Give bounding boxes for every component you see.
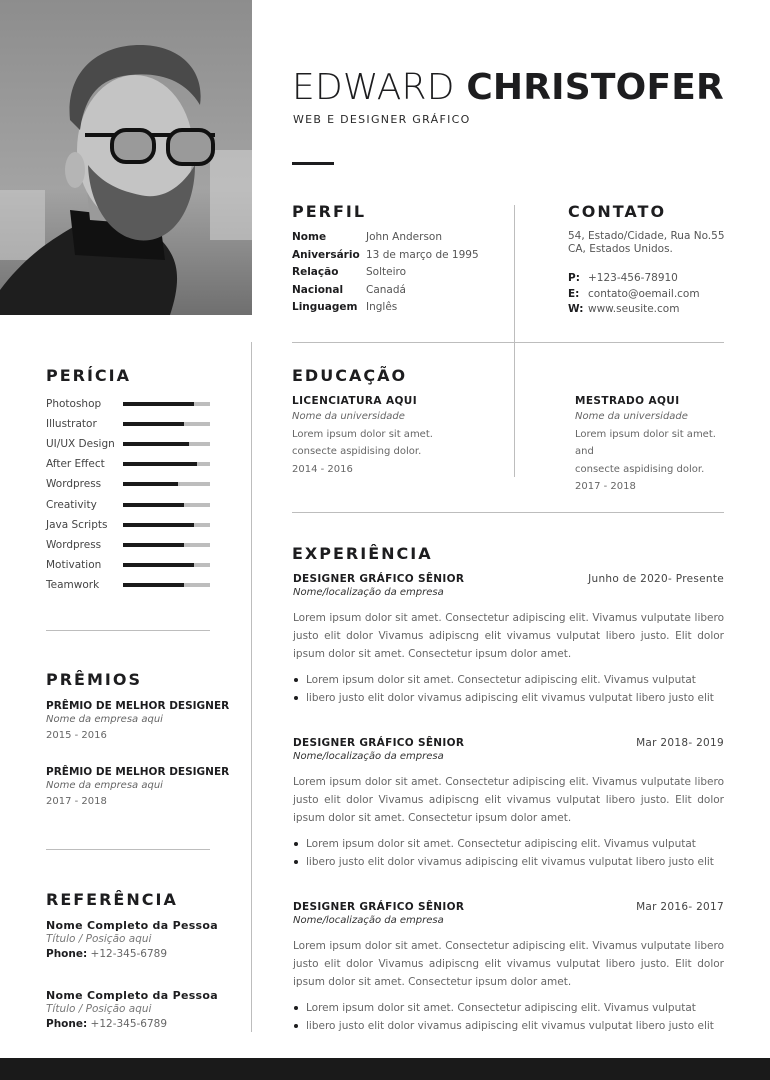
education-years: 2017 - 2018 [575, 481, 636, 493]
education-divider [292, 512, 724, 513]
skill-bar [123, 482, 210, 486]
experience-item [293, 901, 724, 1035]
job-description: Lorem ipsum dolor sit amet. Consectetur adipiscing elit. Vivamus vulputate libero justo elit dolor Vivamus adipiscng elit vivamus vulputat libero justo. Elit dolor ipsum dolor sit amet. Consectetur ipsum dolor amet. [293, 940, 724, 988]
education-desc-1: Lorem ipsum dolor sit amet. [292, 428, 433, 440]
job-header [293, 737, 724, 749]
email-link[interactable]: contato@oemail.com [588, 287, 700, 300]
job-title: DESIGNER GRÁFICO SÊNIOR [293, 737, 465, 749]
job-description: Lorem ipsum dolor sit amet. Consectetur adipiscing elit. Vivamus vulputate libero justo elit dolor Vivamus adipiscng elit vivamus vulputat libero justo. Elit dolor ipsum dolor sit amet. Consectetur ipsum dolor amet. [293, 612, 724, 660]
skill-bar [123, 523, 210, 527]
job-bullets [293, 835, 724, 871]
job-title: DESIGNER GRÁFICO SÊNIOR [293, 901, 465, 913]
reference-phone [46, 1017, 218, 1032]
profile-key: Aniversário [292, 248, 360, 261]
profile-value: Inglês [366, 301, 398, 314]
skills-list [46, 394, 216, 595]
award-title: PRÊMIO DE MELHOR DESIGNER [46, 766, 230, 778]
education-item [575, 395, 735, 496]
skill-item [46, 555, 216, 575]
skill-bar-fill [123, 482, 178, 486]
profile-row [292, 264, 479, 282]
profile-key: Nome [292, 231, 327, 243]
education-years: 2014 - 2016 [292, 463, 353, 475]
skill-bar [123, 503, 210, 507]
reference-name: Nome Completo da Pessoa [46, 989, 218, 1002]
award-item [46, 700, 229, 744]
profile-divider [292, 342, 724, 343]
profile-value: Canadá [366, 283, 406, 296]
experience-item [293, 573, 724, 707]
education-degree: MESTRADO AQUI [575, 395, 680, 407]
job-bullet: libero justo elit dolor vivamus adipiscing elit vivamus vulputat libero justo elit [293, 689, 724, 707]
awards-heading: PRÊMIOS [46, 670, 142, 689]
job-bullet: Lorem ipsum dolor sit amet. Consectetur adipiscing elit. Vivamus vulputat [293, 671, 724, 689]
education-item [292, 395, 502, 478]
skill-item [46, 394, 216, 414]
skill-name: Photoshop [46, 398, 102, 411]
sidebar-divider [251, 342, 252, 1032]
reference-title: Título / Posição aqui [46, 1003, 152, 1015]
contact-phone [568, 271, 700, 287]
phone-label: Phone: [46, 948, 88, 960]
awards-divider [46, 849, 210, 850]
reference-item [46, 989, 218, 1032]
references-heading: REFERÊNCIA [46, 890, 178, 909]
job-bullet: libero justo elit dolor vivamus adipiscing elit vivamus vulputat libero justo elit [293, 853, 724, 871]
profile-key: Linguagem [292, 301, 358, 314]
job-bullets [293, 671, 724, 707]
reference-name: Nome Completo da Pessoa [46, 919, 218, 932]
award-title: PRÊMIO DE MELHOR DESIGNER [46, 700, 230, 712]
profile-heading: PERFIL [292, 202, 367, 221]
job-date: Junho de 2020- Presente [588, 573, 724, 585]
job-title: DESIGNER GRÁFICO SÊNIOR [293, 573, 465, 585]
skill-name: After Effect [46, 458, 105, 471]
skill-bar [123, 543, 210, 547]
skill-name: Java Scripts [46, 518, 108, 531]
skill-bar [123, 422, 210, 426]
job-description: Lorem ipsum dolor sit amet. Consectetur adipiscing elit. Vivamus vulputate libero justo elit dolor Vivamus adipiscng elit vivamus vulputat libero justo. Elit dolor ipsum dolor sit amet. Consectetur ipsum dolor amet. [293, 776, 724, 824]
skill-item [46, 434, 216, 454]
skill-bar-fill [123, 442, 189, 446]
job-date: Mar 2018- 2019 [636, 737, 724, 749]
award-company: Nome da empresa aqui [46, 714, 163, 725]
skill-bar-fill [123, 543, 184, 547]
skill-name: Wordpress [46, 478, 102, 491]
phone-label: Phone: [46, 1018, 88, 1030]
skill-item [46, 535, 216, 555]
phone-value: +12-345-6789 [90, 1018, 168, 1030]
phone-label: P: [568, 272, 580, 284]
profile-key: Relação [292, 266, 339, 279]
contact-address [568, 230, 738, 256]
skill-name: Teamwork [46, 578, 100, 591]
last-name: CHRISTOFER [466, 67, 724, 108]
profile-row [292, 299, 479, 317]
skill-item [46, 454, 216, 474]
profile-value: Solteiro [366, 266, 407, 279]
skill-name: Creativity [46, 498, 97, 511]
skill-item [46, 494, 216, 514]
center-divider [514, 205, 515, 477]
award-item [46, 766, 229, 810]
profile-row [292, 282, 479, 300]
address-line-1: 54, Estado/Cidade, Rua No.55 [568, 230, 725, 242]
contact-details [568, 271, 700, 318]
skill-bar-fill [123, 462, 197, 466]
email-label: E: [568, 287, 580, 300]
skills-divider [46, 630, 210, 631]
profile-value: 13 de março de 1995 [366, 248, 479, 261]
profile-key: Nacional [292, 283, 344, 296]
skill-name: Illustrator [46, 418, 97, 431]
award-years: 2015 - 2016 [46, 730, 107, 741]
skill-bar-fill [123, 402, 194, 406]
reference-phone [46, 947, 218, 962]
skill-bar-fill [123, 583, 184, 587]
award-years: 2017 - 2018 [46, 796, 107, 807]
job-company: Nome/localização da empresa [293, 751, 444, 762]
contact-heading: CONTATO [568, 202, 667, 221]
experience-heading: EXPERIÊNCIA [292, 544, 433, 563]
skill-bar [123, 583, 210, 587]
profile-details [292, 229, 479, 317]
title-underline [292, 162, 334, 165]
reference-item [46, 919, 218, 962]
candidate-name [292, 66, 724, 110]
address-line-2: CA, Estados Unidos. [568, 243, 673, 255]
skill-bar [123, 402, 210, 406]
experience-item [293, 737, 724, 871]
skill-bar-fill [123, 422, 184, 426]
skills-heading: PERÍCIA [46, 366, 132, 385]
skill-name: Wordpress [46, 538, 102, 551]
skill-name: UI/UX Design [46, 438, 115, 451]
job-company: Nome/localização da empresa [293, 915, 444, 926]
job-bullet: Lorem ipsum dolor sit amet. Consectetur adipiscing elit. Vivamus vulputat [293, 835, 724, 853]
website-label: W: [568, 303, 584, 315]
skill-bar-fill [123, 503, 184, 507]
skill-bar [123, 462, 210, 466]
contact-website [568, 302, 700, 318]
job-bullets [293, 999, 724, 1035]
skill-bar-fill [123, 563, 194, 567]
job-date: Mar 2016- 2017 [636, 901, 724, 913]
first-name: EDWARD [292, 67, 455, 108]
profile-photo [0, 0, 252, 315]
footer-band [0, 1058, 770, 1080]
education-school: Nome da universidade [292, 411, 405, 422]
reference-title: Título / Posição aqui [46, 933, 152, 945]
job-header [293, 901, 724, 913]
skill-name: Motivation [46, 558, 102, 571]
education-desc-2: consecte aspidising dolor. [292, 446, 422, 458]
award-company: Nome da empresa aqui [46, 780, 163, 791]
education-desc-1: Lorem ipsum dolor sit amet. and [575, 428, 716, 458]
job-bullet: libero justo elit dolor vivamus adipiscing elit vivamus vulputat libero justo elit [293, 1017, 724, 1035]
education-heading: EDUCAÇÃO [292, 366, 408, 385]
portrait-image [0, 0, 252, 315]
job-bullet: Lorem ipsum dolor sit amet. Consectetur adipiscing elit. Vivamus vulputat [293, 999, 724, 1017]
job-header [293, 573, 724, 585]
skill-bar [123, 563, 210, 567]
skill-item [46, 414, 216, 434]
education-school: Nome da universidade [575, 411, 688, 422]
skill-bar [123, 442, 210, 446]
skill-item [46, 575, 216, 595]
education-degree: LICENCIATURA AQUI [292, 395, 418, 407]
job-company: Nome/localização da empresa [293, 587, 444, 598]
website-link[interactable]: www.seusite.com [588, 303, 680, 315]
profile-row [292, 247, 479, 265]
skill-bar-fill [123, 523, 194, 527]
phone-value: +12-345-6789 [90, 948, 168, 960]
contact-email [568, 287, 700, 303]
job-subtitle: WEB E DESIGNER GRÁFICO [293, 113, 471, 126]
phone-value: +123-456-78910 [588, 272, 678, 284]
profile-row [292, 229, 479, 247]
profile-value: John Anderson [366, 231, 442, 243]
skill-item [46, 474, 216, 494]
skill-item [46, 515, 216, 535]
education-desc-2: consecte aspidising dolor. [575, 463, 705, 475]
